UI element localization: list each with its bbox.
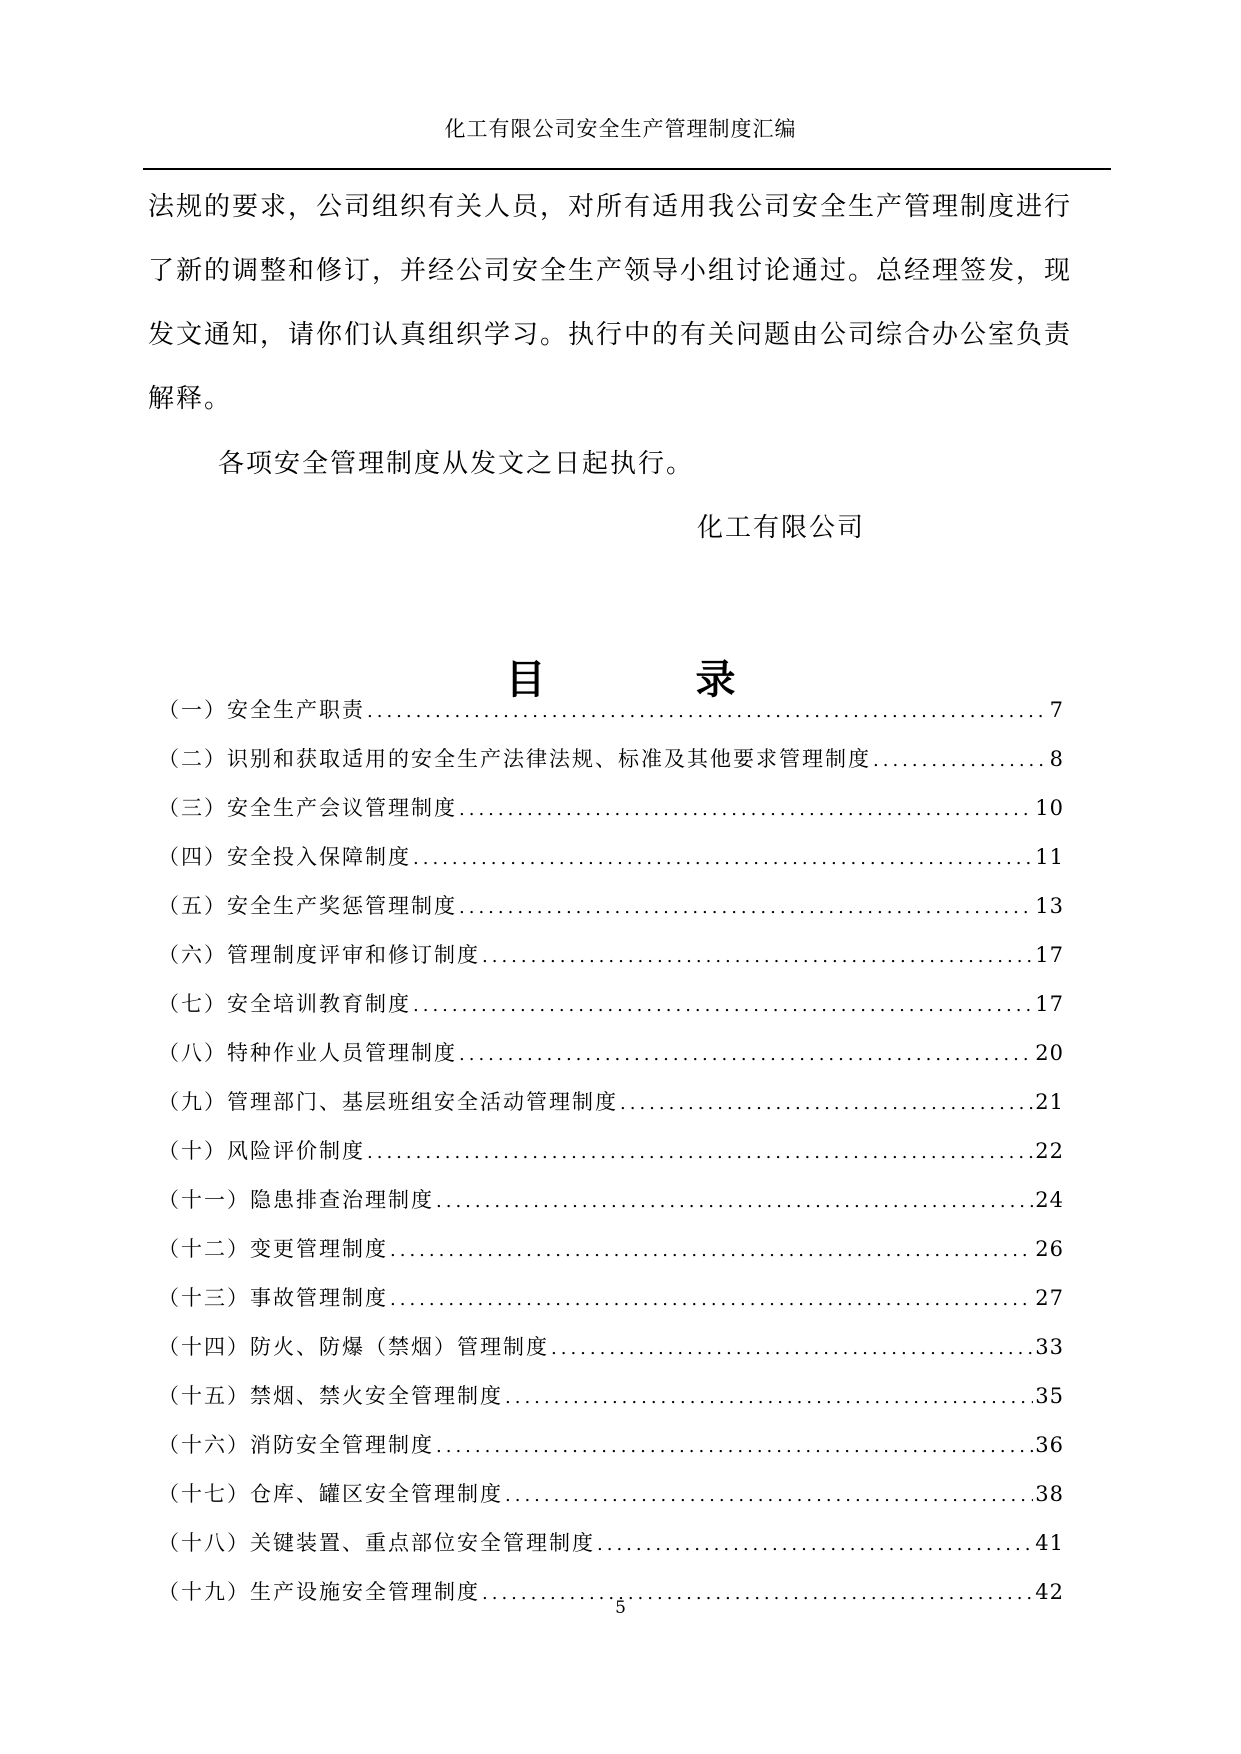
toc-entry-label: （十七）仓库、罐区安全管理制度 [158,1482,503,1506]
toc-entry-leader [597,1534,1033,1555]
toc-entry[interactable] [158,1282,1064,1331]
toc-entry-label: （八）特种作业人员管理制度 [158,1041,457,1065]
toc-entry-label: （三）安全生产会议管理制度 [158,796,457,820]
toc-entry-leader [459,1044,1033,1065]
toc-entry-leader [873,750,1048,771]
toc-entry-page: 10 [1035,796,1064,820]
toc-entry[interactable] [158,1380,1064,1429]
toc-entry-page: 26 [1035,1237,1064,1261]
toc-entry[interactable] [158,1135,1064,1184]
toc-entry-label: （六）管理制度评审和修订制度 [158,943,480,967]
toc-entry-label: （十二）变更管理制度 [158,1237,388,1261]
header-rule [143,168,1111,170]
toc-entry-page: 13 [1035,894,1064,918]
toc-entry-page: 7 [1049,698,1064,722]
toc-entry-leader [413,995,1033,1016]
toc-entry-page: 41 [1035,1531,1064,1555]
toc-entry-leader [367,1142,1033,1163]
body-paragraph-line-3: 发文通知，请你们认真组织学习。执行中的有关问题由公司综合办公室负责 [148,320,1073,350]
toc-entry[interactable] [158,1184,1064,1233]
toc-entry-label: （十八）关键装置、重点部位安全管理制度 [158,1531,595,1555]
toc-entry-label: （四）安全投入保障制度 [158,845,411,869]
toc-entry-page: 17 [1035,992,1064,1016]
toc-entry-label: （七）安全培训教育制度 [158,992,411,1016]
toc-entry[interactable] [158,792,1064,841]
toc-entry-page: 20 [1035,1041,1064,1065]
toc-entry[interactable] [158,1086,1064,1135]
toc-entry-page: 8 [1049,747,1064,771]
toc-entry-page: 33 [1035,1335,1064,1359]
toc-entry-page: 42 [1035,1580,1064,1604]
toc-entry-label: （一）安全生产职责 [158,698,365,722]
toc-entry-leader [459,897,1033,918]
toc-entry-label: （十九）生产设施安全管理制度 [158,1580,480,1604]
toc-entry-leader [413,848,1033,869]
toc-entry-leader [436,1191,1033,1212]
toc-entry-leader [390,1240,1033,1261]
page-number: 5 [615,1598,626,1618]
toc-entry-leader [505,1387,1033,1408]
toc-entry-page: 35 [1035,1384,1064,1408]
toc-title-part-2: 录 [695,657,736,703]
effective-date-statement: 各项安全管理制度从发文之日起执行。 [218,449,695,479]
toc-entry-leader [620,1093,1033,1114]
toc-entry-label: （十五）禁烟、禁火安全管理制度 [158,1384,503,1408]
toc-entry-page: 36 [1035,1433,1064,1457]
toc-entry-leader [551,1338,1033,1359]
toc-entry-label: （十六）消防安全管理制度 [158,1433,434,1457]
toc-entry[interactable] [158,841,1064,890]
body-paragraph-line-1: 法规的要求，公司组织有关人员，对所有适用我公司安全生产管理制度进行 [148,192,1073,222]
toc-entry-label: （九）管理部门、基层班组安全活动管理制度 [158,1090,618,1114]
toc-entry-label: （十一）隐患排查治理制度 [158,1188,434,1212]
toc-entry[interactable] [158,1233,1064,1282]
table-of-contents [158,694,1064,1625]
toc-entry[interactable] [158,1478,1064,1527]
toc-entry-label: （十四）防火、防爆（禁烟）管理制度 [158,1335,549,1359]
toc-entry[interactable] [158,988,1064,1037]
toc-entry[interactable] [158,694,1064,743]
toc-entry-leader [505,1485,1033,1506]
toc-entry-page: 27 [1035,1286,1064,1310]
toc-entry-page: 21 [1035,1090,1064,1114]
running-header: 化工有限公司安全生产管理制度汇编 [444,117,797,141]
toc-entry-page: 17 [1035,943,1064,967]
toc-entry-leader [390,1289,1033,1310]
toc-entry-page: 24 [1035,1188,1064,1212]
toc-entry[interactable] [158,1037,1064,1086]
toc-entry[interactable] [158,1527,1064,1576]
toc-entry[interactable] [158,1429,1064,1478]
body-paragraph-line-4: 解释。 [148,384,233,414]
toc-title-part-1: 目 [505,657,546,703]
toc-entry-page: 38 [1035,1482,1064,1506]
toc-entry[interactable] [158,939,1064,988]
toc-entry[interactable] [158,743,1064,792]
toc-entry-leader [459,799,1033,820]
toc-entry-leader [436,1436,1033,1457]
toc-entry-leader [367,701,1048,722]
toc-entry-leader [482,946,1033,967]
toc-entry-label: （二）识别和获取适用的安全生产法律法规、标准及其他要求管理制度 [158,747,871,771]
toc-entry[interactable] [158,890,1064,939]
signature-company: 化工有限公司 [697,513,866,543]
toc-entry-label: （五）安全生产奖惩管理制度 [158,894,457,918]
toc-entry-label: （十）风险评价制度 [158,1139,365,1163]
toc-entry-label: （十三）事故管理制度 [158,1286,388,1310]
toc-entry-page: 11 [1035,845,1064,869]
toc-entry[interactable] [158,1331,1064,1380]
toc-entry-page: 22 [1035,1139,1064,1163]
body-paragraph-line-2: 了新的调整和修订，并经公司安全生产领导小组讨论通过。总经理签发，现 [148,256,1073,286]
